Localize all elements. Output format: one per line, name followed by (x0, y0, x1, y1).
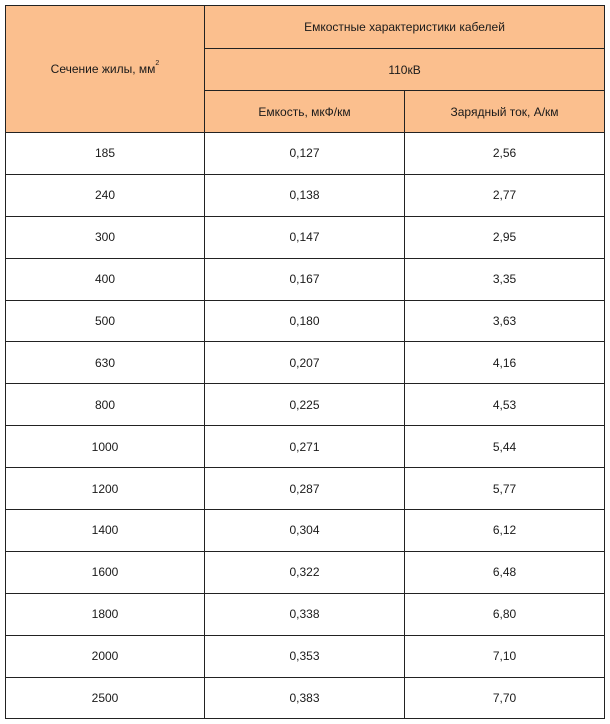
header-capacitance: Емкость, мкФ/км (205, 91, 405, 133)
cell-capacitance: 0,225 (205, 384, 405, 426)
table-row (6, 300, 605, 342)
cell-charging-current: 3,63 (405, 300, 605, 342)
table-row (6, 635, 605, 677)
cell-section: 1200 (6, 468, 205, 510)
cell-capacitance: 0,207 (205, 342, 405, 384)
cell-capacitance: 0,383 (205, 677, 405, 719)
cell-charging-current: 5,44 (405, 426, 605, 468)
cell-capacitance: 0,304 (205, 510, 405, 552)
header-section-sup: 2 (155, 60, 160, 67)
cell-charging-current: 6,48 (405, 551, 605, 593)
cell-charging-current: 5,77 (405, 468, 605, 510)
cell-capacitance: 0,338 (205, 593, 405, 635)
table-row (6, 216, 605, 258)
cell-capacitance: 0,138 (205, 174, 405, 216)
table-row (6, 677, 605, 719)
cell-capacitance: 0,353 (205, 635, 405, 677)
cell-section: 2000 (6, 635, 205, 677)
table-body (6, 133, 605, 719)
cell-capacitance: 0,167 (205, 258, 405, 300)
table-row (6, 426, 605, 468)
cell-charging-current: 6,12 (405, 510, 605, 552)
cell-section: 1000 (6, 426, 205, 468)
cell-charging-current: 2,77 (405, 174, 605, 216)
cell-capacitance: 0,180 (205, 300, 405, 342)
table-row (6, 258, 605, 300)
cell-section: 240 (6, 174, 205, 216)
cell-capacitance: 0,127 (205, 133, 405, 175)
cell-charging-current: 3,35 (405, 258, 605, 300)
header-section-label: Сечение жилы, мм (50, 62, 156, 76)
header-voltage: 110кВ (205, 49, 605, 91)
table-row (6, 551, 605, 593)
table-row (6, 133, 605, 175)
cell-charging-current: 2,95 (405, 216, 605, 258)
header-group-title: Емкостные характеристики кабелей (205, 6, 605, 49)
cell-section: 300 (6, 216, 205, 258)
cell-section: 2500 (6, 677, 205, 719)
cell-charging-current: 4,16 (405, 342, 605, 384)
header-section (6, 6, 205, 133)
cell-capacitance: 0,287 (205, 468, 405, 510)
cell-charging-current: 4,53 (405, 384, 605, 426)
cell-charging-current: 7,70 (405, 677, 605, 719)
cell-section: 800 (6, 384, 205, 426)
cell-capacitance: 0,322 (205, 551, 405, 593)
cell-capacitance: 0,147 (205, 216, 405, 258)
cell-charging-current: 2,56 (405, 133, 605, 175)
cell-section: 1400 (6, 510, 205, 552)
cell-section: 1600 (6, 551, 205, 593)
cell-section: 500 (6, 300, 205, 342)
cell-section: 630 (6, 342, 205, 384)
cell-section: 400 (6, 258, 205, 300)
table-row (6, 342, 605, 384)
cell-charging-current: 7,10 (405, 635, 605, 677)
cell-charging-current: 6,80 (405, 593, 605, 635)
table-row (6, 468, 605, 510)
table-row (6, 384, 605, 426)
table-row (6, 174, 605, 216)
cell-capacitance: 0,271 (205, 426, 405, 468)
table-row (6, 510, 605, 552)
cable-capacitance-table (5, 5, 605, 719)
cell-section: 185 (6, 133, 205, 175)
cell-section: 1800 (6, 593, 205, 635)
table-row (6, 593, 605, 635)
header-charging-current: Зарядный ток, А/км (405, 91, 605, 133)
